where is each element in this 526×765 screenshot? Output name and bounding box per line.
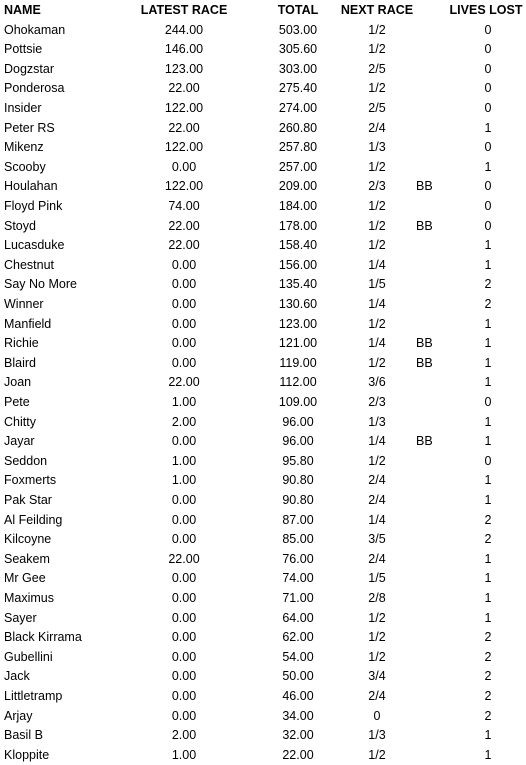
next-race-cell: 3/5 <box>368 532 386 547</box>
total-cell: 123.00 <box>278 316 318 331</box>
next-race-cell: 2/8 <box>368 591 386 605</box>
table-row <box>0 746 526 765</box>
latest-race-cell: 1.00 <box>171 395 197 409</box>
flag-cell: BB <box>416 336 433 351</box>
name-cell: Black Kirrama <box>4 630 82 645</box>
next-race-cell: 2/5 <box>368 61 386 76</box>
latest-race-cell: 1.00 <box>171 473 197 488</box>
total-cell: 209.00 <box>278 179 318 194</box>
total-cell: 50.00 <box>282 669 314 684</box>
name-cell: Pak Star <box>4 493 52 507</box>
lives-lost-cell: 0 <box>484 199 492 213</box>
lives-lost-cell: 1 <box>484 355 492 370</box>
header-row <box>0 1 526 21</box>
lives-lost-cell: 1 <box>484 414 492 429</box>
header-name: NAME <box>4 3 41 17</box>
table-row <box>0 275 526 295</box>
total-cell: 275.40 <box>278 81 318 96</box>
table-row <box>0 530 526 550</box>
lives-lost-cell: 1 <box>484 238 492 253</box>
name-cell: Joan <box>4 375 32 390</box>
table-row <box>0 295 526 315</box>
next-race-cell: 3/4 <box>368 669 386 684</box>
total-cell: 54.00 <box>282 649 314 664</box>
total-cell: 158.40 <box>278 238 318 253</box>
lives-lost-cell: 2 <box>484 649 492 664</box>
latest-race-cell: 0.00 <box>171 277 197 292</box>
lives-lost-cell: 0 <box>484 81 492 96</box>
name-cell: Manfield <box>4 316 52 331</box>
next-race-cell: 1/2 <box>368 159 386 174</box>
latest-race-cell: 74.00 <box>168 199 200 213</box>
next-race-cell: 1/2 <box>368 238 386 253</box>
total-cell: 34.00 <box>282 708 314 723</box>
table-row <box>0 177 526 197</box>
name-cell: Stoyd <box>4 218 36 233</box>
name-cell: Say No More <box>4 277 77 292</box>
lives-lost-cell: 2 <box>484 512 492 527</box>
next-race-cell: 1/4 <box>368 336 386 351</box>
next-race-cell: 1/2 <box>368 610 386 625</box>
lives-lost-cell: 0 <box>484 395 492 409</box>
latest-race-cell: 0.00 <box>171 571 197 586</box>
header-total: TOTAL <box>277 3 319 17</box>
table-row <box>0 217 526 237</box>
name-cell: Jack <box>4 669 30 684</box>
next-race-cell: 1/5 <box>368 277 386 292</box>
table-row <box>0 373 526 393</box>
lives-lost-cell: 2 <box>484 689 492 703</box>
latest-race-cell: 0.00 <box>171 316 197 331</box>
next-race-cell: 1/2 <box>368 42 386 57</box>
name-cell: Peter RS <box>4 120 55 135</box>
total-cell: 74.00 <box>282 571 314 586</box>
latest-race-cell: 22.00 <box>168 551 200 566</box>
total-cell: 46.00 <box>282 689 314 703</box>
latest-race-cell: 1.00 <box>171 747 197 762</box>
table-row <box>0 354 526 374</box>
lives-lost-cell: 2 <box>484 669 492 684</box>
table-row <box>0 119 526 139</box>
next-race-cell: 1/4 <box>368 257 386 272</box>
name-cell: Kloppite <box>4 747 50 762</box>
latest-race-cell: 122.00 <box>164 101 204 115</box>
next-race-cell: 1/5 <box>368 571 386 586</box>
table-row <box>0 726 526 746</box>
name-cell: Foxmerts <box>4 473 57 488</box>
name-cell: Richie <box>4 336 39 351</box>
lives-lost-cell: 2 <box>484 277 492 292</box>
table-row <box>0 707 526 727</box>
total-cell: 305.60 <box>278 42 318 57</box>
latest-race-cell: 146.00 <box>164 42 204 57</box>
next-race-cell: 2/4 <box>368 551 386 566</box>
next-race-cell: 2/4 <box>368 493 386 507</box>
total-cell: 71.00 <box>282 591 314 605</box>
lives-lost-cell: 0 <box>484 61 492 76</box>
next-race-cell: 1/3 <box>368 728 386 743</box>
total-cell: 503.00 <box>278 22 318 37</box>
table-row <box>0 452 526 472</box>
table-row <box>0 569 526 589</box>
table-row <box>0 413 526 433</box>
total-cell: 257.00 <box>278 159 318 174</box>
latest-race-cell: 22.00 <box>168 375 200 390</box>
table-row <box>0 236 526 256</box>
name-cell: Insider <box>4 101 42 115</box>
name-cell: Maximus <box>4 591 55 605</box>
lives-lost-cell: 0 <box>484 218 492 233</box>
total-cell: 109.00 <box>278 395 318 409</box>
lives-lost-cell: 1 <box>484 571 492 586</box>
header-latest-race: LATEST RACE <box>140 3 228 17</box>
latest-race-cell: 2.00 <box>171 414 197 429</box>
next-race-cell: 1/4 <box>368 434 386 449</box>
flag-cell: BB <box>416 179 433 194</box>
name-cell: Dogzstar <box>4 61 55 76</box>
next-race-cell: 1/2 <box>368 81 386 96</box>
flag-cell: BB <box>416 218 433 233</box>
total-cell: 184.00 <box>278 199 318 213</box>
name-cell: Blaird <box>4 355 36 370</box>
lives-lost-cell: 2 <box>484 532 492 547</box>
name-cell: Seakem <box>4 551 50 566</box>
name-cell: Gubellini <box>4 649 53 664</box>
flag-cell: BB <box>416 434 433 449</box>
next-race-cell: 2/4 <box>368 689 386 703</box>
name-cell: Chestnut <box>4 257 55 272</box>
latest-race-cell: 2.00 <box>171 728 197 743</box>
name-cell: Pete <box>4 395 30 409</box>
lives-lost-cell: 1 <box>484 591 492 605</box>
total-cell: 112.00 <box>279 375 317 390</box>
total-cell: 90.80 <box>282 493 314 507</box>
header-lives-lost: LIVES LOST <box>449 3 523 17</box>
latest-race-cell: 0.00 <box>171 512 197 527</box>
next-race-cell: 0 <box>373 708 381 723</box>
table-row <box>0 687 526 707</box>
table-row <box>0 138 526 158</box>
name-cell: Al Feilding <box>4 512 63 527</box>
latest-race-cell: 0.00 <box>171 159 197 174</box>
latest-race-cell: 122.00 <box>164 140 204 155</box>
table-row <box>0 21 526 41</box>
table-row <box>0 511 526 531</box>
latest-race-cell: 123.00 <box>164 61 204 76</box>
lives-lost-cell: 1 <box>484 473 492 488</box>
lives-lost-cell: 0 <box>484 453 492 468</box>
table-row <box>0 256 526 276</box>
total-cell: 274.00 <box>278 101 318 115</box>
total-cell: 121.00 <box>278 336 318 351</box>
lives-lost-cell: 1 <box>484 551 492 566</box>
name-cell: Sayer <box>4 610 37 625</box>
total-cell: 95.80 <box>282 453 314 468</box>
next-race-cell: 2/5 <box>368 101 386 115</box>
total-cell: 64.00 <box>282 610 314 625</box>
latest-race-cell: 22.00 <box>168 81 200 96</box>
name-cell: Mikenz <box>4 140 44 155</box>
name-cell: Mr Gee <box>4 571 46 586</box>
lives-lost-cell: 1 <box>484 728 492 743</box>
latest-race-cell: 0.00 <box>171 649 197 664</box>
lives-lost-cell: 1 <box>484 375 492 390</box>
table-row <box>0 432 526 452</box>
total-cell: 90.80 <box>282 473 314 488</box>
lives-lost-cell: 1 <box>484 747 492 762</box>
header-next-race: NEXT RACE <box>340 3 414 17</box>
next-race-cell: 1/4 <box>368 297 386 311</box>
total-cell: 22.00 <box>282 747 314 762</box>
table-row <box>0 589 526 609</box>
next-race-cell: 1/3 <box>368 140 386 155</box>
lives-lost-cell: 1 <box>484 159 492 174</box>
next-race-cell: 1/3 <box>368 414 386 429</box>
next-race-cell: 2/3 <box>368 395 386 409</box>
table-row <box>0 60 526 80</box>
latest-race-cell: 0.00 <box>171 689 197 703</box>
lives-lost-cell: 1 <box>484 493 492 507</box>
name-cell: Littletramp <box>4 689 63 703</box>
name-cell: Houlahan <box>4 179 58 194</box>
next-race-cell: 1/2 <box>368 453 386 468</box>
name-cell: Pottsie <box>4 42 43 57</box>
latest-race-cell: 22.00 <box>168 218 200 233</box>
table-row <box>0 609 526 629</box>
table-row <box>0 471 526 491</box>
next-race-cell: 3/6 <box>368 375 386 390</box>
latest-race-cell: 0.00 <box>171 493 197 507</box>
latest-race-cell: 0.00 <box>171 669 197 684</box>
name-cell: Chitty <box>4 414 36 429</box>
next-race-cell: 2/3 <box>368 179 386 194</box>
lives-lost-cell: 1 <box>484 336 492 351</box>
table-row <box>0 99 526 119</box>
name-cell: Winner <box>4 297 44 311</box>
table-row <box>0 315 526 335</box>
latest-race-cell: 0.00 <box>171 257 197 272</box>
table-row <box>0 491 526 511</box>
next-race-cell: 2/4 <box>368 120 386 135</box>
name-cell: Scooby <box>4 159 46 174</box>
latest-race-cell: 22.00 <box>168 120 200 135</box>
total-cell: 85.00 <box>282 532 314 547</box>
table-row <box>0 550 526 570</box>
table-row <box>0 393 526 413</box>
lives-lost-cell: 2 <box>484 297 492 311</box>
total-cell: 87.00 <box>282 512 314 527</box>
next-race-cell: 1/2 <box>368 218 386 233</box>
lives-lost-cell: 0 <box>484 140 492 155</box>
total-cell: 76.00 <box>282 551 314 566</box>
lives-lost-cell: 1 <box>484 316 492 331</box>
latest-race-cell: 0.00 <box>171 434 197 449</box>
lives-lost-cell: 1 <box>484 434 492 449</box>
total-cell: 257.80 <box>278 140 318 155</box>
latest-race-cell: 0.00 <box>171 297 197 311</box>
table-row <box>0 197 526 217</box>
name-cell: Floyd Pink <box>4 199 63 213</box>
name-cell: Ponderosa <box>4 81 65 96</box>
table-row <box>0 648 526 668</box>
latest-race-cell: 0.00 <box>171 336 197 351</box>
next-race-cell: 1/4 <box>368 512 386 527</box>
total-cell: 130.60 <box>278 297 318 311</box>
lives-lost-cell: 2 <box>484 708 492 723</box>
total-cell: 32.00 <box>282 728 314 743</box>
total-cell: 135.40 <box>278 277 318 292</box>
next-race-cell: 1/2 <box>368 630 386 645</box>
next-race-cell: 1/2 <box>368 649 386 664</box>
lives-lost-cell: 2 <box>484 630 492 645</box>
flag-cell: BB <box>416 355 433 370</box>
total-cell: 156.00 <box>278 257 318 272</box>
name-cell: Arjay <box>4 708 33 723</box>
total-cell: 178.00 <box>278 218 318 233</box>
latest-race-cell: 0.00 <box>171 708 197 723</box>
latest-race-cell: 0.00 <box>171 591 197 605</box>
latest-race-cell: 0.00 <box>171 532 197 547</box>
total-cell: 260.80 <box>278 120 318 135</box>
name-cell: Lucasduke <box>4 238 65 253</box>
total-cell: 96.00 <box>282 434 314 449</box>
total-cell: 303.00 <box>278 61 318 76</box>
next-race-cell: 1/2 <box>368 199 386 213</box>
latest-race-cell: 244.00 <box>164 22 204 37</box>
latest-race-cell: 0.00 <box>171 610 197 625</box>
next-race-cell: 1/2 <box>368 355 386 370</box>
table-row <box>0 79 526 99</box>
lives-lost-cell: 0 <box>484 179 492 194</box>
next-race-cell: 1/2 <box>368 22 386 37</box>
name-cell: Ohokaman <box>4 22 66 37</box>
lives-lost-cell: 1 <box>484 610 492 625</box>
latest-race-cell: 0.00 <box>171 355 197 370</box>
name-cell: Jayar <box>4 434 35 449</box>
next-race-cell: 2/4 <box>368 473 386 488</box>
lives-lost-cell: 1 <box>484 120 492 135</box>
lives-lost-cell: 0 <box>484 22 492 37</box>
lives-lost-cell: 1 <box>484 257 492 272</box>
latest-race-cell: 0.00 <box>171 630 197 645</box>
name-cell: Kilcoyne <box>4 532 52 547</box>
total-cell: 119.00 <box>279 355 317 370</box>
table-row <box>0 667 526 687</box>
table-row <box>0 628 526 648</box>
total-cell: 96.00 <box>282 414 314 429</box>
latest-race-cell: 122.00 <box>164 179 204 194</box>
table-row <box>0 158 526 178</box>
lives-lost-cell: 0 <box>484 101 492 115</box>
next-race-cell: 1/2 <box>368 747 386 762</box>
latest-race-cell: 1.00 <box>171 453 197 468</box>
next-race-cell: 1/2 <box>368 316 386 331</box>
name-cell: Basil B <box>4 728 43 743</box>
total-cell: 62.00 <box>282 630 314 645</box>
table-row <box>0 334 526 354</box>
name-cell: Seddon <box>4 453 48 468</box>
latest-race-cell: 22.00 <box>168 238 200 253</box>
table-row <box>0 40 526 60</box>
lives-lost-cell: 0 <box>484 42 492 57</box>
